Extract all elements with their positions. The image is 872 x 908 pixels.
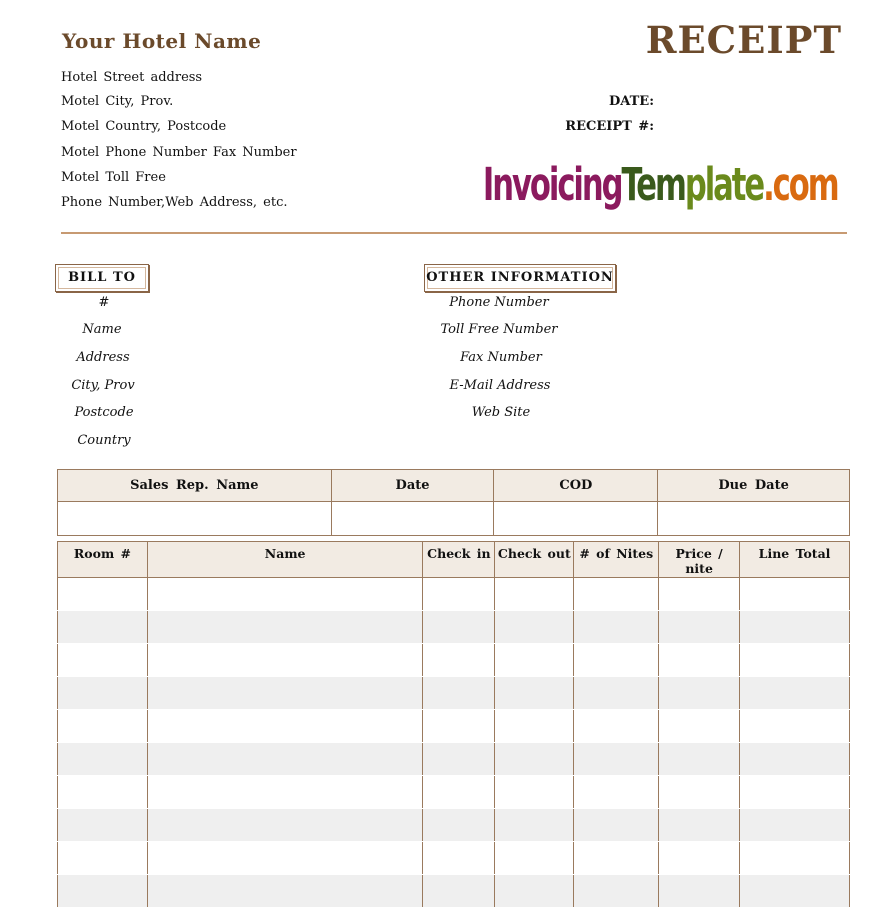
table-cell[interactable]: [740, 578, 850, 611]
table-cell[interactable]: [740, 710, 850, 743]
line-total-header: Line Total: [740, 542, 850, 578]
sales-rep-header: Sales Rep. Name: [58, 470, 332, 502]
table-cell[interactable]: [659, 875, 740, 908]
hotel-name: Your Hotel Name: [62, 29, 262, 53]
table-cell[interactable]: [147, 776, 423, 809]
table-cell[interactable]: [740, 611, 850, 644]
table-cell[interactable]: [659, 743, 740, 776]
table-cell[interactable]: [740, 743, 850, 776]
table-cell[interactable]: [495, 710, 574, 743]
bill-to-heading: BILL TO: [55, 264, 149, 292]
table-cell[interactable]: [740, 776, 850, 809]
due-date-header: Due Date: [658, 470, 850, 502]
table-cell[interactable]: [58, 710, 148, 743]
other-email-label: E-Mail Address: [449, 378, 551, 393]
table-cell[interactable]: [495, 842, 574, 875]
table-cell[interactable]: [423, 743, 495, 776]
bill-to-city-label: City, Prov: [71, 378, 135, 393]
table-cell[interactable]: [147, 875, 423, 908]
table-cell[interactable]: [423, 809, 495, 842]
date-cell[interactable]: [331, 502, 494, 536]
date-label: DATE:: [608, 94, 654, 109]
table-cell[interactable]: [574, 776, 659, 809]
address-line: Phone Number,Web Address, etc.: [61, 195, 288, 210]
header-divider: [61, 232, 847, 234]
table-cell[interactable]: [740, 809, 850, 842]
table-cell[interactable]: [574, 875, 659, 908]
address-line: Motel Phone Number Fax Number: [61, 145, 297, 160]
table-cell[interactable]: [495, 776, 574, 809]
bill-to-number-label: #: [98, 295, 110, 310]
table-row: [58, 842, 850, 875]
table-cell[interactable]: [58, 578, 148, 611]
due-date-cell[interactable]: [658, 502, 850, 536]
sales-rep-cell[interactable]: [58, 502, 332, 536]
table-cell[interactable]: [495, 611, 574, 644]
table-cell[interactable]: [574, 644, 659, 677]
table-cell[interactable]: [659, 809, 740, 842]
table-cell[interactable]: [423, 644, 495, 677]
table-cell[interactable]: [423, 677, 495, 710]
table-cell[interactable]: [740, 842, 850, 875]
table-cell[interactable]: [147, 743, 423, 776]
other-website-label: Web Site: [471, 405, 531, 420]
other-fax-label: Fax Number: [460, 350, 542, 365]
table-cell[interactable]: [574, 578, 659, 611]
table-cell[interactable]: [423, 875, 495, 908]
table-cell[interactable]: [58, 611, 148, 644]
table-row: [58, 776, 850, 809]
table-cell[interactable]: [147, 578, 423, 611]
table-cell[interactable]: [659, 644, 740, 677]
table-cell[interactable]: [740, 644, 850, 677]
table-row: [58, 677, 850, 710]
table-cell[interactable]: [495, 743, 574, 776]
cod-cell[interactable]: [494, 502, 658, 536]
table-cell[interactable]: [58, 743, 148, 776]
name-header: Name: [147, 542, 423, 578]
table-cell[interactable]: [423, 611, 495, 644]
table-cell[interactable]: [423, 842, 495, 875]
table-cell[interactable]: [574, 809, 659, 842]
receipt-number-label: RECEIPT #:: [565, 119, 654, 134]
table-cell[interactable]: [574, 677, 659, 710]
table-cell[interactable]: [495, 875, 574, 908]
items-table: [57, 541, 850, 908]
table-cell[interactable]: [574, 743, 659, 776]
table-row: [58, 611, 850, 644]
address-line: Hotel Street address: [61, 70, 203, 85]
invoicingtemplate-logo: InvoicingTemplate.com: [483, 158, 838, 211]
table-cell[interactable]: [495, 677, 574, 710]
table-cell[interactable]: [574, 710, 659, 743]
table-cell[interactable]: [58, 677, 148, 710]
table-cell[interactable]: [495, 809, 574, 842]
date-header: Date: [331, 470, 494, 502]
table-row: [58, 875, 850, 908]
table-cell[interactable]: [147, 710, 423, 743]
bill-to-postcode-label: Postcode: [74, 405, 134, 420]
table-cell[interactable]: [58, 644, 148, 677]
bill-to-address-label: Address: [76, 350, 130, 365]
other-information-heading: OTHER INFORMATION: [424, 264, 616, 292]
table-cell[interactable]: [495, 644, 574, 677]
nights-header: # of Nites: [574, 542, 659, 578]
table-cell[interactable]: [659, 677, 740, 710]
address-line: Motel Country, Postcode: [61, 119, 227, 134]
table-cell[interactable]: [423, 776, 495, 809]
table-cell[interactable]: [58, 842, 148, 875]
table-cell[interactable]: [574, 842, 659, 875]
table-cell[interactable]: [659, 578, 740, 611]
bill-to-name-label: Name: [82, 322, 122, 337]
table-cell[interactable]: [659, 842, 740, 875]
table-cell[interactable]: [659, 611, 740, 644]
table-cell[interactable]: [58, 809, 148, 842]
table-row: [58, 644, 850, 677]
table-cell[interactable]: [147, 842, 423, 875]
price-per-night-header: Price / nite: [659, 542, 740, 578]
table-cell[interactable]: [495, 578, 574, 611]
table-cell[interactable]: [740, 677, 850, 710]
table-cell[interactable]: [423, 710, 495, 743]
table-cell[interactable]: [147, 809, 423, 842]
check-out-header: Check out: [495, 542, 574, 578]
other-phone-label: Phone Number: [449, 295, 549, 310]
sales-info-table: [57, 469, 850, 536]
table-cell[interactable]: [147, 611, 423, 644]
table-row: [58, 743, 850, 776]
other-toll-free-label: Toll Free Number: [440, 322, 558, 337]
table-cell[interactable]: [659, 776, 740, 809]
address-line: Motel City, Prov.: [61, 94, 174, 109]
table-row: [58, 809, 850, 842]
table-cell[interactable]: [423, 578, 495, 611]
room-number-header: Room #: [58, 542, 148, 578]
receipt-title: RECEIPT: [645, 18, 842, 62]
table-cell[interactable]: [740, 875, 850, 908]
table-cell[interactable]: [58, 875, 148, 908]
bill-to-country-label: Country: [77, 433, 131, 448]
table-cell[interactable]: [147, 644, 423, 677]
address-line: Motel Toll Free: [61, 170, 166, 185]
table-row: [58, 710, 850, 743]
table-cell[interactable]: [58, 776, 148, 809]
check-in-header: Check in: [423, 542, 495, 578]
table-row: [58, 578, 850, 611]
table-cell[interactable]: [147, 677, 423, 710]
table-cell[interactable]: [659, 710, 740, 743]
cod-header: COD: [494, 470, 658, 502]
table-cell[interactable]: [574, 611, 659, 644]
